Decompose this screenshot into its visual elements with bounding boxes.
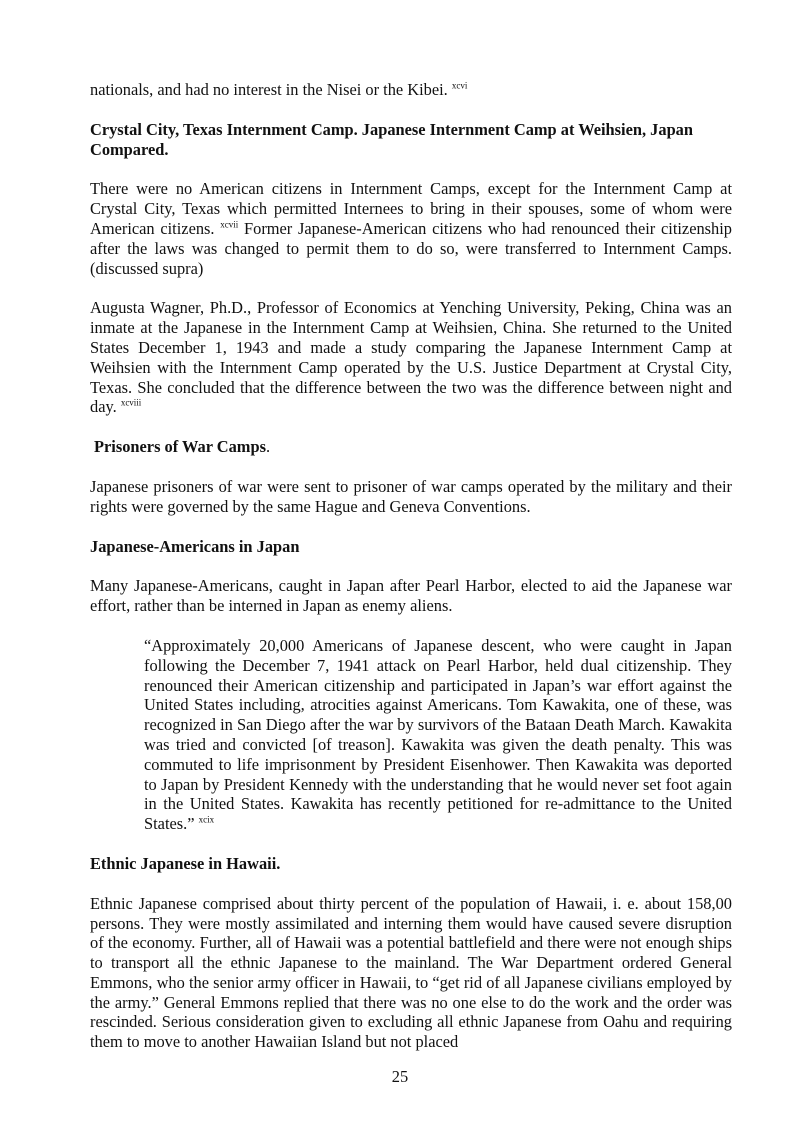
document-page bbox=[90, 80, 732, 1052]
section-heading-prisoners-of-war bbox=[90, 437, 732, 457]
block-quote-kawakita bbox=[144, 636, 732, 834]
paragraph-text: There were no American citizens in Internment Camps, except for the Internment Camp at Crystal City, Texas which permitted Internees to bring in their spouses, some of whom were American citizens. bbox=[90, 179, 732, 238]
heading-tail: . bbox=[265, 437, 271, 457]
page-number: 25 bbox=[391, 1067, 409, 1086]
paragraph-prisoners: Japanese prisoners of war were sent to prisoner of war camps operated by the military and their rights were governed by the same Hague and Geneva Conventions. bbox=[90, 476, 732, 516]
section-heading-crystal-city: Crystal City, Texas Internment Camp. Japanese Internment Camp at Weihsien, Japan Compared. bbox=[90, 119, 693, 159]
paragraph-text: Former Japanese-American citizens who had renounced their citizenship after the laws was changed to permit them to do so, were transferred to Internment Camps. (discussed supra) bbox=[90, 218, 733, 278]
endnote-marker: xcvii bbox=[220, 219, 239, 230]
section-heading-ethnic-japanese-hawaii: Ethnic Japanese in Hawaii. bbox=[90, 853, 281, 873]
paragraph-japanese-americans: Many Japanese-Americans, caught in Japan after Pearl Harbor, elected to aid the Japanese war effort, rather than be interned in Japan as enemy aliens. bbox=[90, 576, 732, 616]
endnote-marker: xcviii bbox=[120, 397, 142, 408]
paragraph-hawaii: Ethnic Japanese comprised about thirty percent of the population of Hawaii, i. e. about 158,00 persons. They were mostly assimilated and interning them would have caused severe disruption of the economy. Further, all of Hawaii was a potential battlefield and there were not enough ships to transport all the ethnic Japanese to the mainland. The War Department ordered General Emmons, who the senior army officer in Hawaii, to “get rid of all Japanese civilians employed by the army.” General Emmons replied that there was no one else to do the work and the order was rescinded. Serious consideration given to excluding all ethnic Japanese from Oahu and requiring them to move to another Hawaiian Island but not placed bbox=[90, 893, 732, 1052]
paragraph-text: Augusta Wagner, Ph.D., Professor of Economics at Yenching University, Peking, China was an inmate at the Japanese in the Internment Camp at Weihsien, China. She returned to the United States December 1, 1943 and made a study comparing the Japanese Internment Camp at Weihsien with the Internment Camp operated by the U.S. Justice Department at Crystal City, Texas. She concluded that the difference between the two was the difference between night and day. bbox=[90, 298, 732, 417]
paragraph-internment-citizens bbox=[90, 179, 732, 278]
paragraph-continuation bbox=[90, 80, 732, 100]
section-heading-japanese-americans-in-japan: Japanese-Americans in Japan bbox=[90, 536, 300, 556]
paragraph-augusta-wagner bbox=[90, 298, 732, 417]
endnote-marker: xcvi bbox=[451, 80, 468, 91]
endnote-marker: xcix bbox=[198, 814, 215, 825]
paragraph-text: nationals, and had no interest in the Nisei or the Kibei. bbox=[90, 80, 448, 99]
quote-text: “Approximately 20,000 Americans of Japanese descent, who were caught in Japan following the December 7, 1941 attack on Pearl Harbor, held dual citizenship. They renounced their American citizenship and participated in Japan’s war effort against the United States including, atrocities against Americans. Tom Kawakita, one of these, was recognized in San Diego after the war by survivors of the Bataan Death March. Kawakita was tried and convicted [of treason]. Kawakita was given the death penalty. This was commuted to life imprisonment by President Eisenhower. Then Kawakita was deported to Japan by President Kennedy with the understanding that he would never set foot again in the United States. Kawakita has recently petitioned for re-admittance to the United States.” bbox=[144, 635, 732, 834]
heading-text: Prisoners of War Camps bbox=[94, 437, 266, 457]
